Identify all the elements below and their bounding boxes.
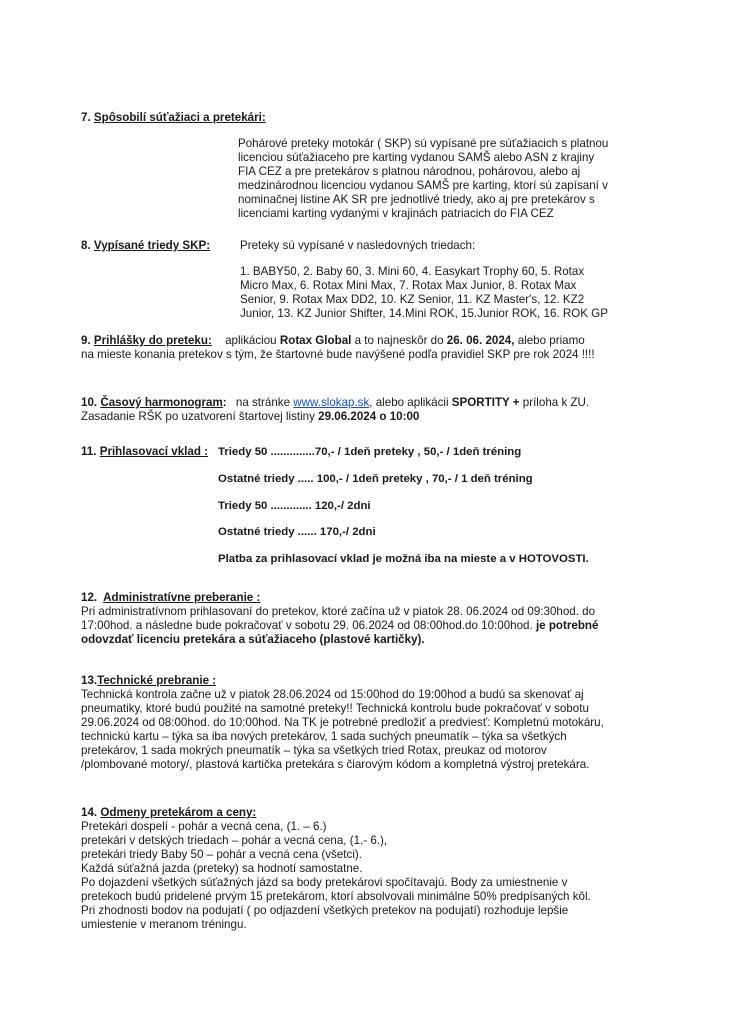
fee-row: Triedy 50 ..............70,- / 1deň preteky , 50,- / 1deň tréning [218, 446, 522, 458]
section-11-number: 11. [81, 445, 97, 458]
slokap-link[interactable]: www.slokap.sk [293, 396, 370, 409]
section-14-heading: 14. Odmeny pretekárom a ceny: [81, 806, 257, 819]
section-9-title: Prihlášky do preteku: [93, 334, 212, 347]
section-13-title: Technické prebranie : [97, 674, 217, 687]
section-13-line: 29.06.2024 od 08:00hod. do 10:00hod. Na TK je potrebné predložiť a predviesť: Kompletnú motokáru, [81, 716, 604, 729]
payment-note: Platba za prihlasovací vklad je možná iba na mieste a v HOTOVOSTI. [218, 553, 589, 565]
section-7-line: licenciou súťažiaceho pre karting vydanou SAMŠ alebo ASN z krajiny [238, 151, 595, 164]
section-12 [81, 591, 701, 647]
section-14-line: Pri zhodnosti bodov na podujatí ( po odjazdení všetkých pretekov na podujatí) rozhoduje lepšie [81, 904, 569, 917]
section-14-line: pretekári triedy Baby 50 – pohár a vecná cena (všetci). [81, 848, 362, 861]
section-10-line-2: Zasadanie RŠK po uzatvorení štartovej listiny 29.06.2024 o 10:00 [81, 410, 420, 423]
section-12-line: odovzdať licenciu pretekára a súťažiaceho (plastové kartičky). [81, 633, 425, 646]
section-9-line-1: 9. Prihlášky do preteku: aplikáciou Rotax Global a to najneskôr do 26. 06. 2024, alebo priamo [81, 334, 585, 347]
section-11-title: Prihlasovací vklad : [99, 445, 208, 458]
class-list-line: Junior, 13. KZ Junior Shifter, 14.Mini ROK, 15.Junior ROK, 16. ROK GP [240, 307, 608, 320]
section-7-heading [81, 111, 266, 125]
section-12-heading: 12. Administratívne preberanie : [81, 591, 261, 604]
section-8-number: 8. [81, 239, 91, 252]
section-10-line-1: 10. Časový harmonogram: na stránke www.slokap.sk, alebo aplikácii SPORTITY + príloha k ZU. [81, 396, 590, 409]
section-12-title: Administratívne preberanie : [103, 591, 261, 604]
section-10-heading: 10. Časový harmonogram: [81, 396, 227, 409]
section-14 [81, 806, 701, 932]
section-8-title: Vypísané triedy SKP: [93, 239, 211, 252]
section-14-title: Odmeny pretekárom a ceny: [100, 806, 257, 819]
sportity-app: SPORTITY + [451, 396, 520, 409]
section-7-body [238, 137, 688, 221]
section-13-line: Technická kontrola začne už v piatok 28.06.2024 od 15:00hod do 19:00hod a budú sa skenovať aj [81, 688, 584, 701]
section-14-line: Pretekári dospelí - pohár a vecná cena, (1. – 6.) [81, 820, 327, 833]
section-9-line-2: na mieste konania pretekov s tým, že štartovné bude navýšené podľa pravidiel SKP pre rok 2024 !!!! [81, 348, 595, 361]
section-13-line: /plombované motory/, plastová kartička pretekára s čiarovým kódom a kompletná výstroj pretekára. [81, 758, 590, 771]
section-7-line: medzinárodnou licenciou vydanou SAMŠ pre karting, ktorí sú zapísaní v [238, 179, 608, 192]
section-7-line: nominačnej listine AK SR pre jednotlivé triedy, ako aj pre pretekárov s [238, 193, 595, 206]
fee-row: Triedy 50 ............. 120,-/ 2dni [218, 500, 371, 512]
fee-row: Ostatné triedy ..... 100,- / 1deň preteky , 70,- / 1 deň tréning [218, 473, 533, 485]
section-7-line: licenciami karting vydanými v krajinách patriacich do FIA CEZ [238, 207, 554, 220]
section-13-line: pretekárov, 1 sada mokrých pneumatík – týka sa všetkých tried Rotax, preukaz od motorov [81, 744, 547, 757]
class-list-line: Micro Max, 6. Rotax Mini Max, 7. Rotax Max Junior, 8. Rotax Max [240, 279, 577, 292]
section-7-title: Spôsobilí súťažiaci a pretekári: [93, 111, 266, 124]
section-13 [81, 674, 701, 772]
section-12-line: Pri administratívnom prihlasovaní do pretekov, ktoré začína už v piatok 28. 06.2024 od 09:30hod. do [81, 605, 596, 618]
section-7-line: FIA CEZ a pre pretekárov s platnou národnou, pohárovou, alebo aj [238, 165, 581, 178]
section-14-line: pretekári v detských triedach – pohár a vecná cena, (1.- 6.), [81, 834, 388, 847]
class-list-line: Senior, 9. Rotax Max DD2, 10. KZ Senior, 11. KZ Master's, 12. KZ2 [240, 293, 585, 306]
section-9-heading: 9. Prihlášky do preteku: [81, 334, 212, 347]
section-10-title: Časový harmonogram [100, 396, 223, 409]
section-14-line: umiestenie v meranom tréningu. [81, 918, 247, 931]
section-14-line: Po dojazdení všetkých súťažných jázd sa body pretekárovi spočítavajú. Body za umiestnenie v [81, 876, 568, 889]
deadline-date: 26. 06. 2024, [446, 334, 515, 347]
section-14-line: pretekoch budú pridelené prvým 15 pretekárom, ktorí absolvovali minimálne 50% predpísaných kôl. [81, 890, 591, 903]
section-8-intro: Preteky sú vypísané v nasledovných triedach: [240, 239, 476, 252]
section-13-heading: 13.Technické prebranie : [81, 674, 217, 687]
section-13-line: pneumatiky, ktoré budú použité na samotné preteky!! Technická kontrolu bude pokračovať v sobotu [81, 702, 589, 715]
section-9 [81, 334, 701, 362]
section-10 [81, 396, 701, 424]
class-list-line: 1. BABY50, 2. Baby 60, 3. Mini 60, 4. Easykart Trophy 60, 5. Rotax [240, 265, 585, 278]
rsk-meeting-time: 29.06.2024 o 10:00 [318, 410, 420, 423]
section-11-heading [81, 445, 208, 459]
fee-row: Ostatné triedy ...... 170,-/ 2dni [218, 526, 376, 538]
section-7-line: Pohárové preteky motokár ( SKP) sú vypísané pre súťažiacich s platnou [238, 137, 609, 150]
section-13-line: technickú kartu – týka sa iba nových pretekárov, 1 sada suchých pneumatík – týka sa všetkých [81, 730, 567, 743]
section-12-line: 17:00hod. a následne bude pokračovať v sobotu 29. 06.2024 od 08:00hod.do 10:00hod. je potrebné [81, 619, 599, 632]
section-7-number: 7. [81, 111, 91, 124]
section-14-line: Každá súťažná jazda (preteky) sa hodnotí samostatne. [81, 862, 363, 875]
section-8-classes [240, 265, 690, 321]
section-8-heading [81, 239, 210, 253]
rotax-global-app: Rotax Global [279, 334, 352, 347]
